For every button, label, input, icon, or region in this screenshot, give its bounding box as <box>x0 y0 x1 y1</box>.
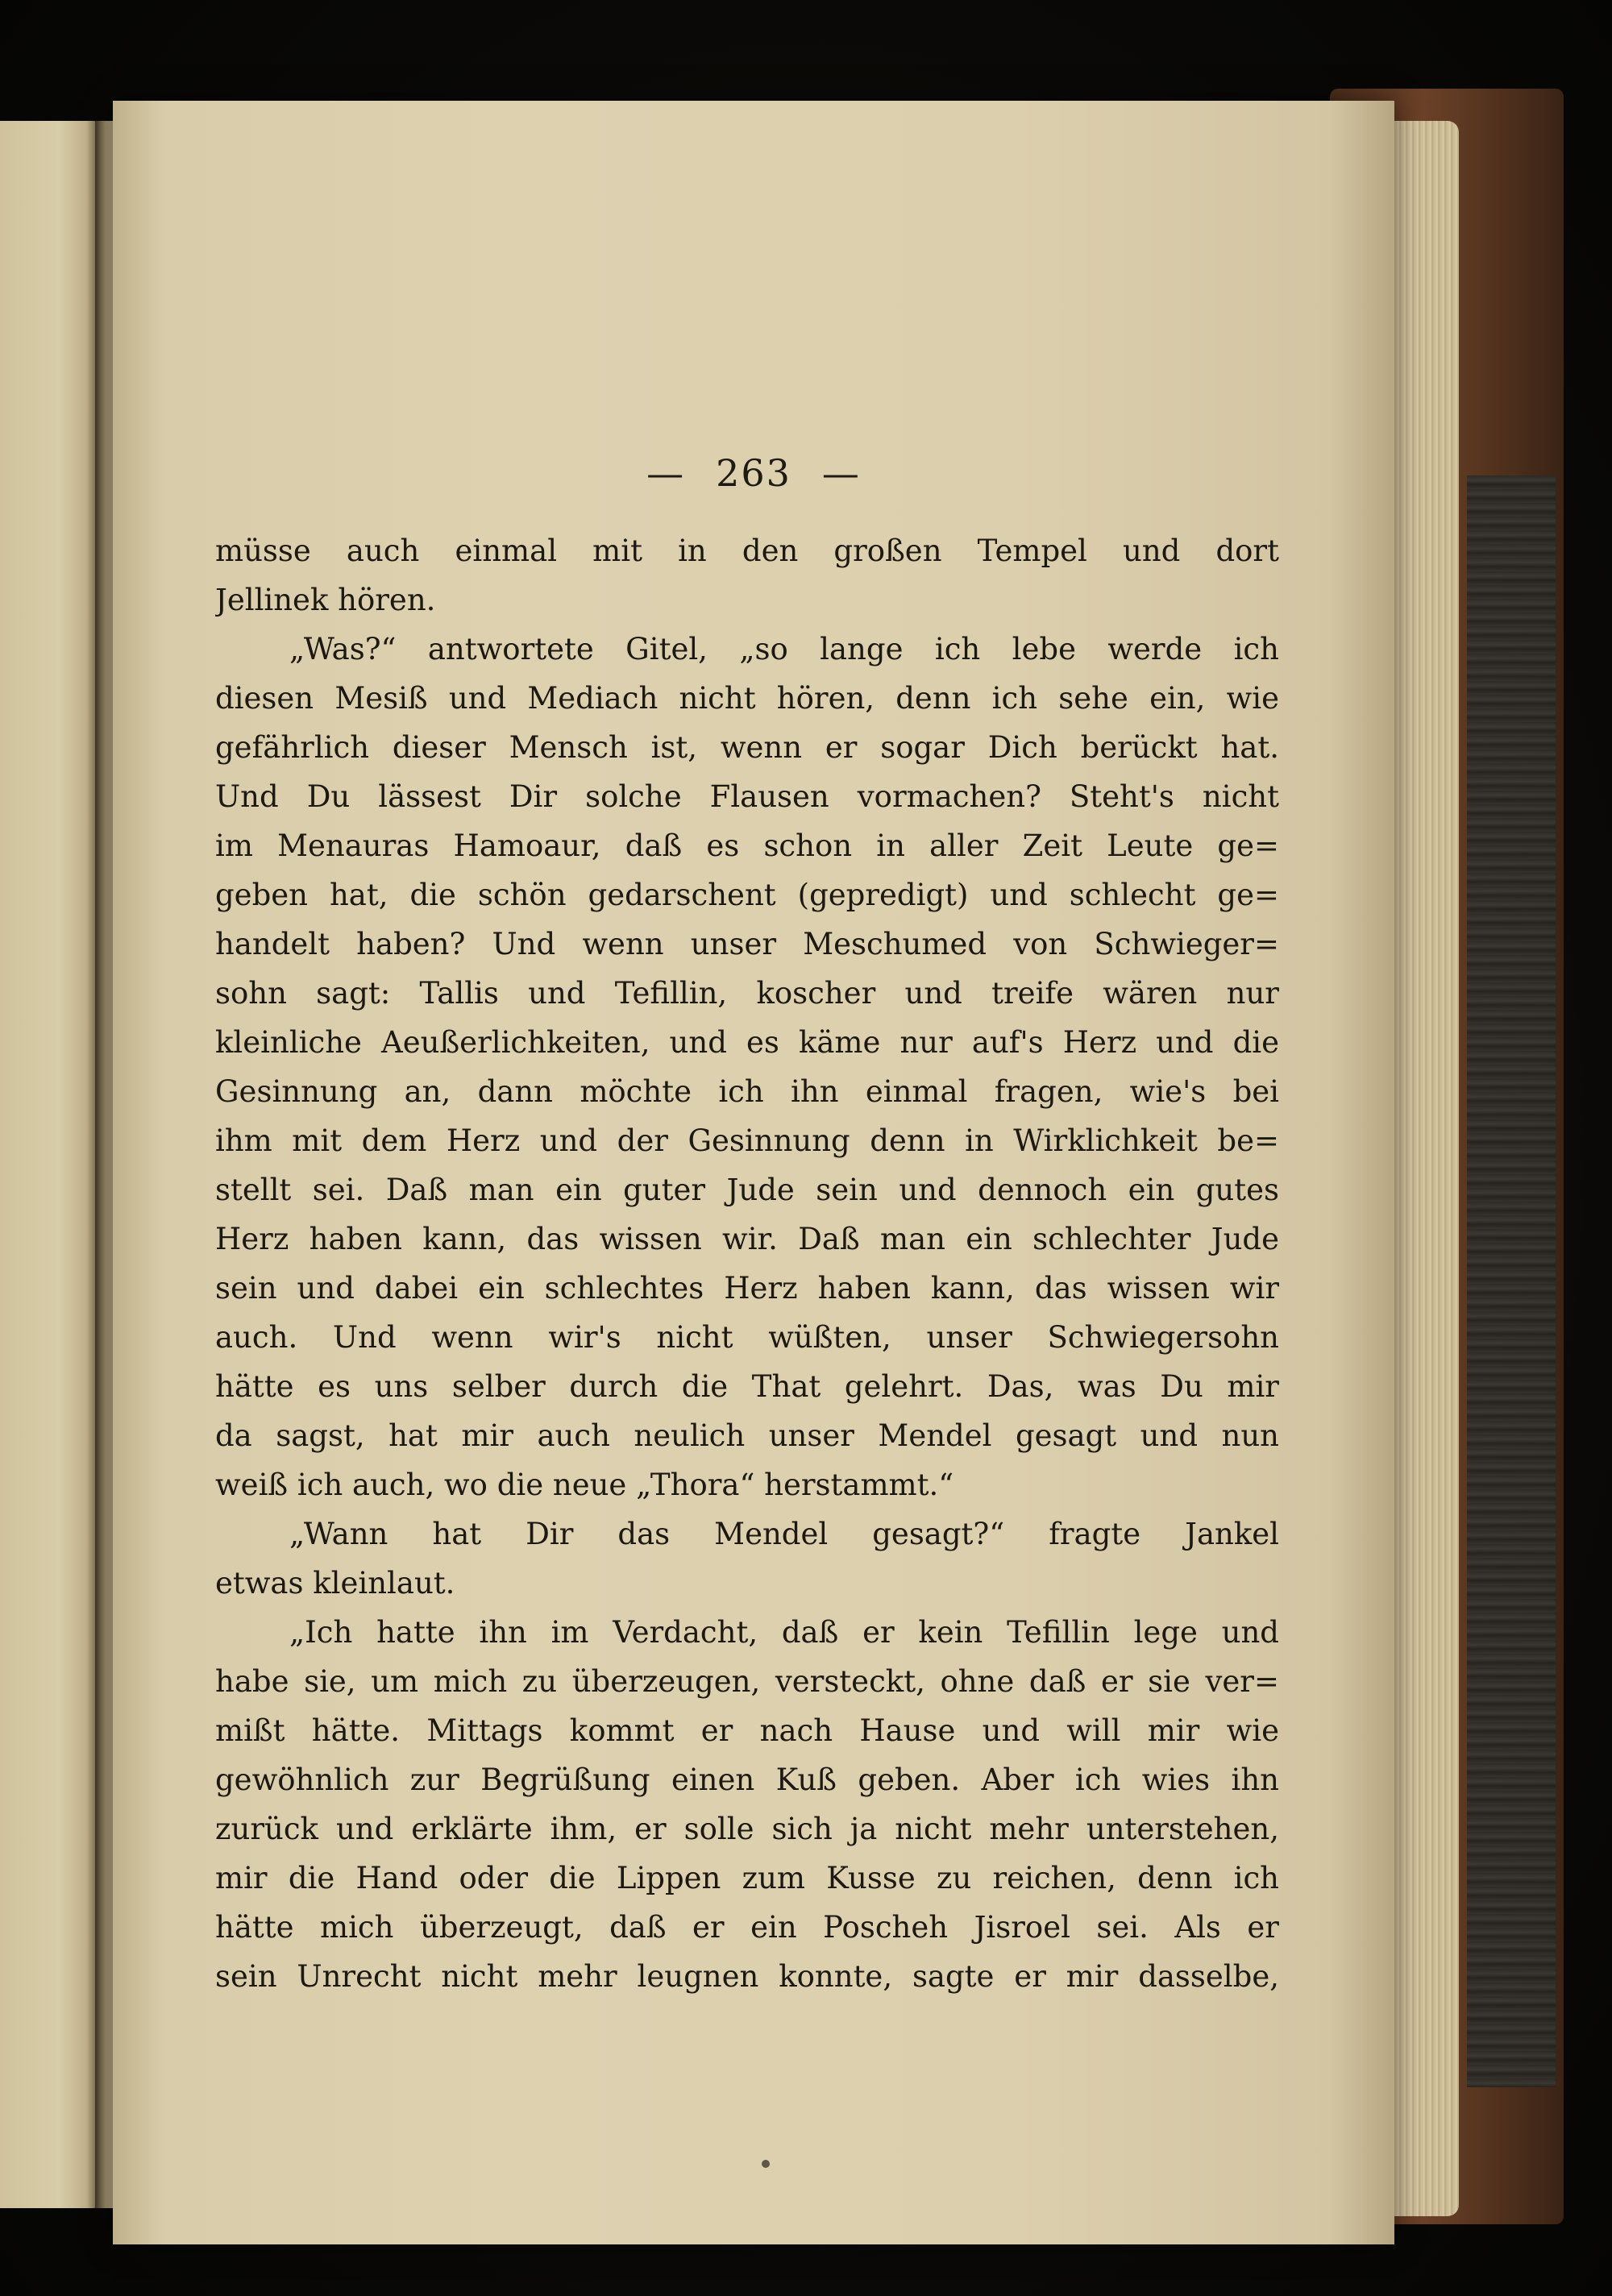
text-line: etwas kleinlaut. <box>215 1566 455 1601</box>
text-line: hätte es uns selber durch die That gelehrt. Das, was Du mir <box>215 1369 1279 1404</box>
text-line: müsse auch einmal mit in den großen Tempel und dort <box>215 534 1279 568</box>
text-line: im Menauras Hamoaur, daß es schon in aller Zeit Leute ge= <box>215 828 1279 863</box>
text-line: diesen Mesiß und Mediach nicht hören, denn ich sehe ein, wie <box>215 681 1279 716</box>
text-line: sein und dabei ein schlechtes Herz haben kann, das wissen wir <box>215 1271 1279 1306</box>
text-line: kleinliche Aeußerlichkeiten, und es käme nur auf's Herz und die <box>215 1025 1279 1060</box>
text-line: Und Du lässest Dir solche Flausen vormachen? Steht's nicht <box>215 779 1279 814</box>
text-line: Gesinnung an, dann möchte ich ihn einmal fragen, wie's bei <box>215 1074 1279 1109</box>
header-dash-right: — <box>821 451 861 495</box>
text-line: „Wann hat Dir das Mendel gesagt?“ fragte Jankel <box>289 1517 1279 1551</box>
text-line: auch. Und wenn wir's nicht wüßten, unser Schwiegersohn <box>215 1320 1279 1355</box>
text-line: gewöhnlich zur Begrüßung einen Kuß geben. Aber ich wies ihn <box>215 1762 1279 1797</box>
text-line: mißt hätte. Mittags kommt er nach Hause und will mir wie <box>215 1713 1279 1748</box>
header-dash-left: — <box>646 451 686 495</box>
text-line: da sagst, hat mir auch neulich unser Mendel gesagt und nun <box>215 1418 1279 1453</box>
text-line: sohn sagt: Tallis und Tefillin, koscher und treife wären nur <box>215 976 1279 1011</box>
body-text <box>215 526 1279 2001</box>
left-facing-page <box>0 121 98 2208</box>
text-line: habe sie, um mich zu überzeugen, versteckt, ohne daß er sie ver= <box>215 1664 1279 1699</box>
binding-spine <box>1467 475 1556 2087</box>
text-line: stellt sei. Daß man ein guter Jude sein und dennoch ein gutes <box>215 1173 1279 1207</box>
text-line: ihm mit dem Herz und der Gesinnung denn in Wirklichkeit be= <box>215 1123 1279 1158</box>
text-line: weiß ich auch, wo die neue „Thora“ herstammt.“ <box>215 1468 954 1502</box>
page-header <box>113 451 1394 495</box>
text-line: mir die Hand oder die Lippen zum Kusse zu reichen, denn ich <box>215 1861 1279 1895</box>
book-page <box>113 101 1394 2244</box>
text-line: sein Unrecht nicht mehr leugnen konnte, sagte er mir dasselbe, <box>215 1959 1279 1994</box>
text-line: Jellinek hören. <box>215 583 436 617</box>
text-line: zurück und erklärte ihm, er solle sich ja nicht mehr unterstehen, <box>215 1812 1279 1846</box>
text-line: „Ich hatte ihn im Verdacht, daß er kein Tefillin lege und <box>289 1615 1279 1650</box>
text-line: Herz haben kann, das wissen wir. Daß man ein schlechter Jude <box>215 1222 1279 1256</box>
text-line: geben hat, die schön gedarschent (gepredigt) und schlecht ge= <box>215 878 1279 912</box>
page-number: 263 <box>716 451 791 495</box>
text-line: handelt haben? Und wenn unser Meschumed von Schwieger= <box>215 927 1279 961</box>
text-line: gefährlich dieser Mensch ist, wenn er sogar Dich berückt hat. <box>215 730 1279 765</box>
text-line: „Was?“ antwortete Gitel, „so lange ich lebe werde ich <box>289 632 1279 666</box>
paper-speck <box>762 2160 770 2168</box>
text-line: hätte mich überzeugt, daß er ein Poscheh Jisroel sei. Als er <box>215 1910 1279 1945</box>
